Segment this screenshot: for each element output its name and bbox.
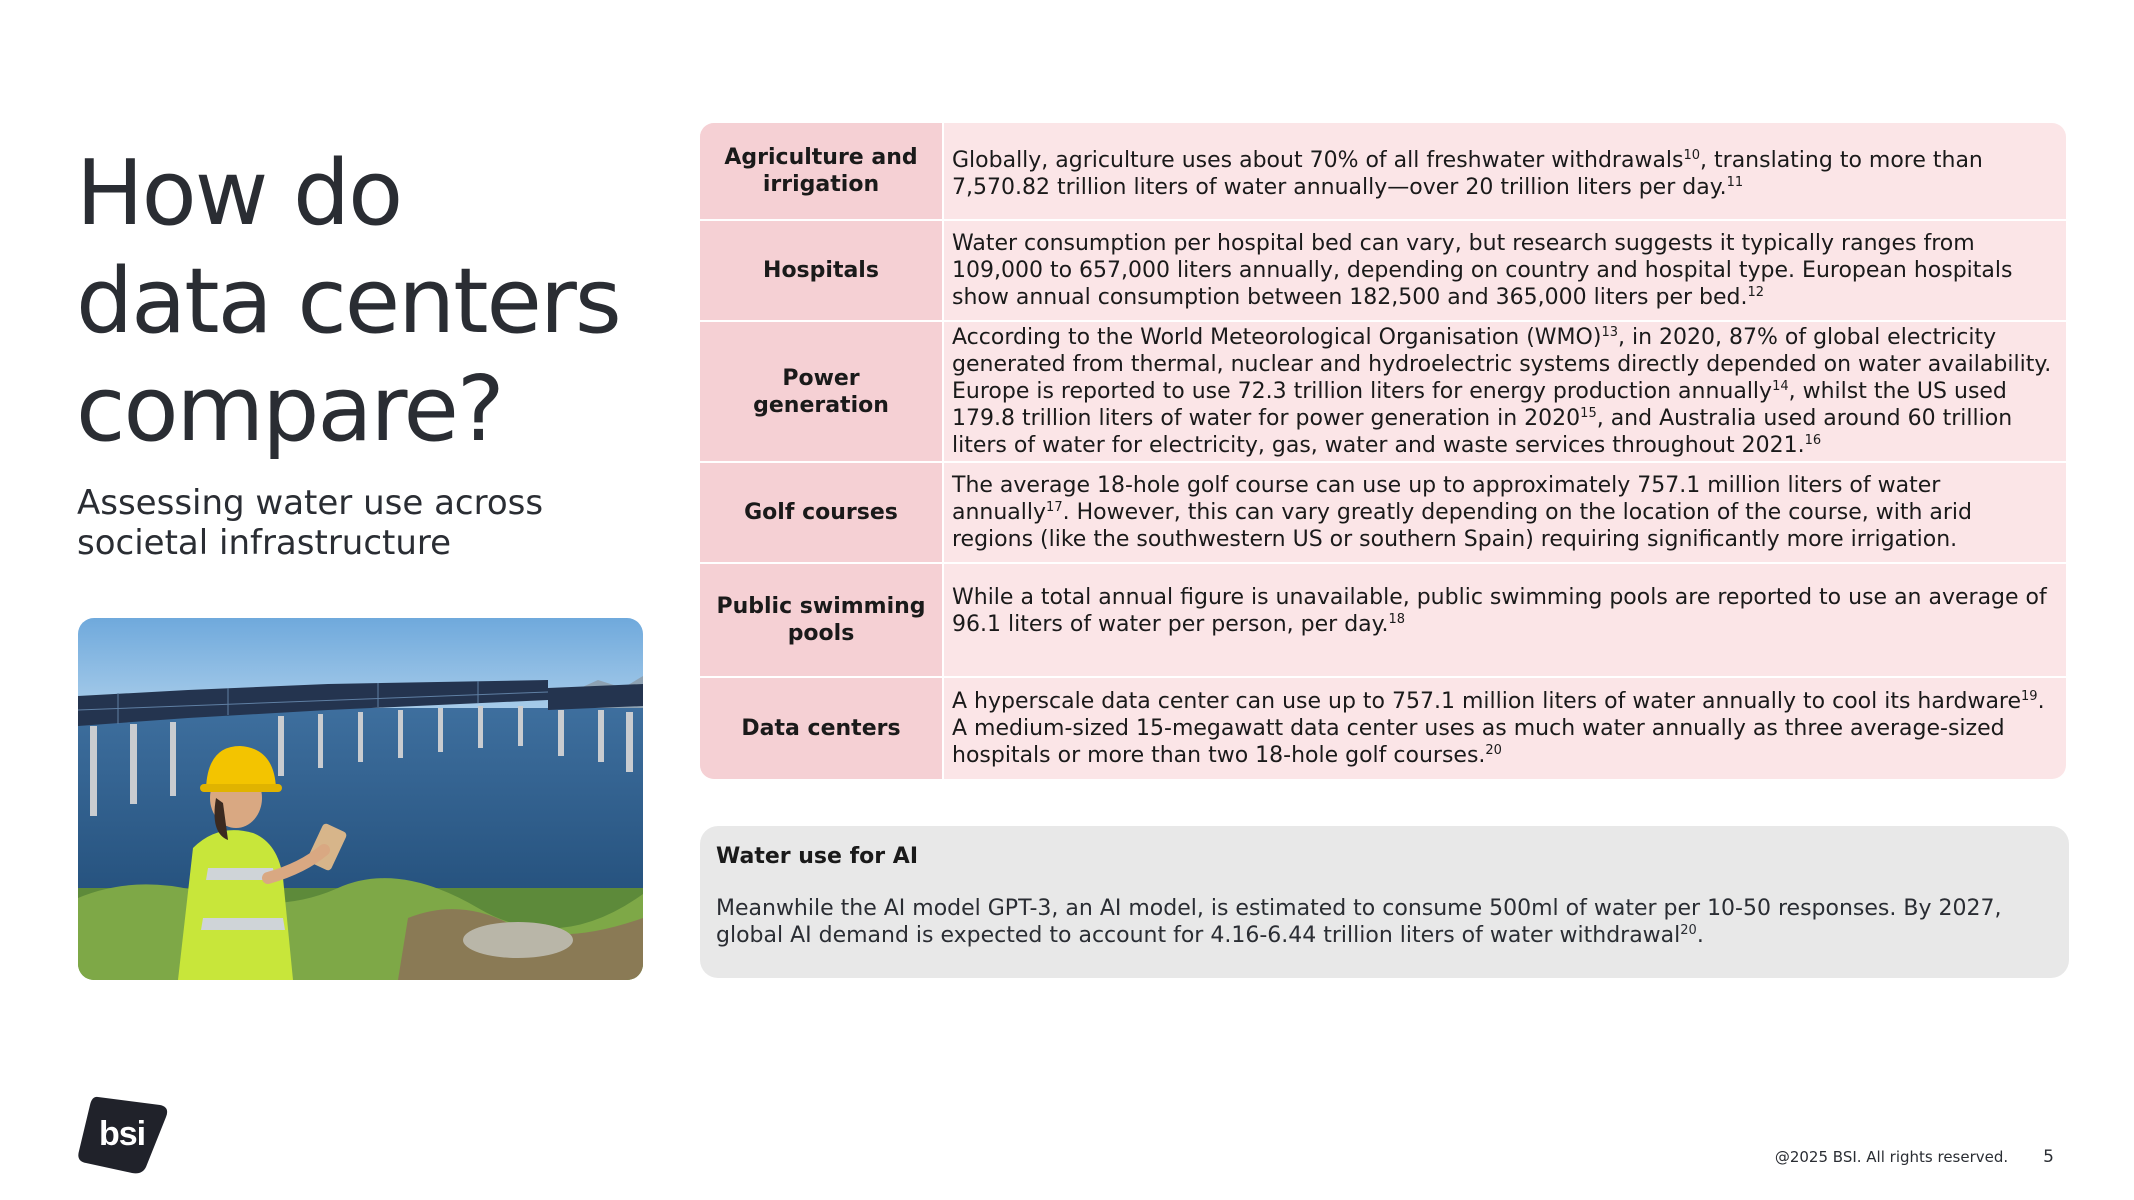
- footnote-ref: 10: [1683, 148, 1701, 163]
- callout-title: Water use for AI: [716, 844, 919, 869]
- title-line-2: data centers: [76, 249, 620, 354]
- logo-text: bsi: [98, 1115, 146, 1153]
- footer: [1775, 1147, 2054, 1167]
- row-text-agriculture: Globally, agriculture uses about 70% of all freshwater withdrawals$^{10}$, translating to more than 7,570.82 trillion liters of water annually—over 20 trillion liters per day.$^{11}$: [952, 148, 1983, 200]
- row-label-power-generation: Power generation: [700, 322, 944, 461]
- footnote-ref: 20: [1680, 923, 1697, 938]
- table-row: [700, 678, 2066, 779]
- row-text-power-generation: According to the World Meteorological Organisation (WMO)$^{13}$, in 2020, 87% of global electricity generated from thermal, nuclear and hydroelectric systems directly depended on water availability. Europe is reported to use 72.3 trillion liters for energy production annually$^{14}$, whilst the US used 179.8 trillion liters of water for power generation in 2020$^{15}$, and Australia used around 60 trillion liters of water for electricity, gas, water and waste services throughout 2021.16: [952, 325, 2052, 458]
- footnote-ref: 15: [1580, 406, 1597, 421]
- row-text-hospitals: Water consumption per hospital bed can vary, but research suggests it typically ranges from 109,000 to 657,000 liters annually, depending on country and hospital type. European hospitals show annual consumption between 182,500 and 365,000 liters per bed.$^{12}$: [952, 231, 2013, 310]
- footnote-ref: 11: [1726, 175, 1744, 190]
- title-line-3: compare?: [76, 357, 503, 462]
- row-label-hospitals: Hospitals: [700, 221, 944, 320]
- solar-farm-worker-photo: [78, 618, 643, 980]
- row-label-agriculture: Agriculture and irrigation: [700, 123, 944, 219]
- footnote-ref: 16: [1804, 433, 1822, 448]
- page-title: [76, 140, 676, 464]
- page-subtitle: Assessing water use across societal infrastructure: [77, 483, 544, 563]
- table-row: [700, 123, 2066, 221]
- row-text-swimming-pools: While a total annual figure is unavailable, public swimming pools are reported to use an average of 96.1 liters of water per person, per day.$^{18}$: [952, 585, 2047, 637]
- callout-body: Meanwhile the AI model GPT-3, an AI model, is estimated to consume 500ml of water per 10-50 responses. By 2027, global AI demand is expected to account for 4.16-6.44 trillion liters of water withdrawal$^{20}$.: [716, 896, 2002, 948]
- footnote-ref: 20: [1485, 743, 1502, 758]
- footnote-ref: 17: [1046, 500, 1063, 515]
- footnote-ref: 12: [1747, 285, 1765, 300]
- table-row: [700, 463, 2066, 564]
- title-line-1: How do: [76, 141, 402, 246]
- row-label-data-centers: Data centers: [700, 678, 944, 779]
- row-text-data-centers: A hyperscale data center can use up to 757.1 million liters of water annually to cool its hardware$^{19}$. A medium-sized 15-megawatt data center uses as much water annually as three average-sized hospitals or more than two 18-hole golf courses.$^{20}$: [952, 689, 2045, 768]
- row-text-golf-courses: The average 18-hole golf course can use up to approximately 757.1 million liters of water annually$^{17}$. However, this can vary greatly depending on the location of the course, with arid regions (like the southwestern US or southern Spain) requiring significantly more irrigation.: [952, 473, 1972, 552]
- footnote-ref: 13: [1601, 325, 1618, 340]
- row-label-swimming-pools: Public swimming pools: [700, 564, 944, 676]
- footnote-ref: 19: [2021, 689, 2038, 704]
- table-row: [700, 564, 2066, 678]
- page-number: 5: [2043, 1147, 2054, 1167]
- row-label-golf-courses: Golf courses: [700, 463, 944, 562]
- footnote-ref: 18: [1388, 612, 1406, 627]
- table-row: [700, 322, 2066, 463]
- copyright-text: @2025 BSI. All rights reserved.: [1774, 1148, 2009, 1166]
- bsi-logo: [76, 1093, 172, 1175]
- table-row: [700, 221, 2066, 322]
- ai-water-use-callout: [700, 826, 2069, 978]
- water-use-comparison-table: [700, 123, 2066, 779]
- footnote-ref: 14: [1772, 379, 1789, 394]
